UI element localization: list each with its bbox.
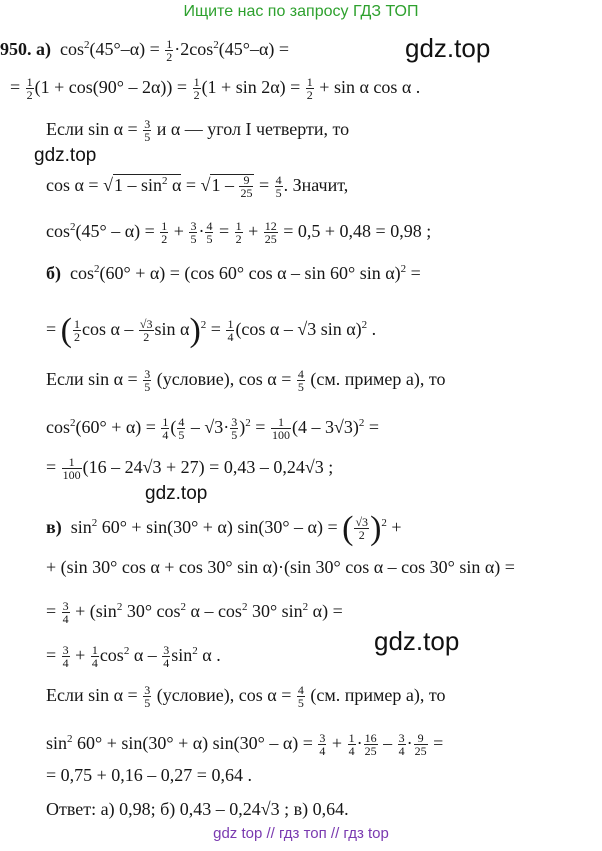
- solution-line-14: = $\frac{3}{4}$ + $\frac{1}{4}$ $\cos^2 \alpha$ – $\frac{3}{4}$ $\sin^2 \alpha$ .: [46, 643, 221, 671]
- solution-line-12: + (sin 30° cos α + cos 30° sin α)·(sin 30° cos α – cos 30° sin α) =: [46, 557, 515, 577]
- top-banner: Ищите нас по запросу ГДЗ ТОП: [183, 3, 419, 20]
- solution-line-17: = 0,75 + 0,16 – 0,27 = 0,64 .: [46, 765, 252, 785]
- solution-line-8: Если sin α = $\frac{3}{5}$ (условие), cos α = $\frac{4}{5}$ (см. пример а), то: [46, 367, 446, 395]
- part-a-label: а): [36, 39, 51, 59]
- solution-line-7: = ( $\frac{1}{2}$ cos α – $\frac{√3}{2}$ sin α)$^2$ = $\frac{1}{4}$ (cos α – √3 sin α)$^2$ .: [46, 311, 377, 349]
- solution-line-1: 950. а) $\cos^2(45^\circ-\alpha)$ = $\frac{1}{2}$ $\cdot 2\cos^2(45^\circ-\alpha)$ =: [0, 37, 290, 65]
- solution-line-13: = $\frac{3}{4}$ + ($\sin^2$ 30° $\cos^2 \alpha - \cos^2 30^\circ$ $\sin^2 \alpha$) =: [46, 599, 343, 627]
- solution-line-10: = $\frac{1}{100}$ (16 – 24√3 + 27) = 0,43 – 0,24√3 ;: [46, 455, 334, 483]
- part-b-label: б): [46, 263, 61, 283]
- solution-line-4: $\cos \alpha = √1 - \sin^2 \alpha = √1$ – $\frac{9}{25}$ = $\frac{4}{5}$ . Значит,: [46, 173, 349, 201]
- solution-line-9: $\cos^2(60^\circ + \alpha)$ = $\frac{1}{4}$ ( $\frac{4}{5}$ – √3· $\frac{3}{5}$ )$^2$ = $\frac{1}{100}$ (4 – 3√3)$^2$ =: [46, 415, 379, 443]
- solution-line-3: Если sin α = $\frac{3}{5}$ и α — угол I четверти, то: [46, 117, 350, 145]
- watermark-2: gdz.top: [34, 145, 97, 166]
- solution-line-2: = $\frac{1}{2}$ (1 + cos(90° – 2α)) = $\frac{1}{2}$ (1 + sin 2α) = $\frac{1}{2}$ + sin α cos α .: [10, 75, 421, 103]
- solution-line-11: в) $\sin^2 60^\circ + \sin(30^\circ + \alpha)$ sin(30° – α) = ( $\frac{√3}{2}$ )$^2$ +: [46, 509, 402, 547]
- watermark-1: gdz.top: [405, 33, 491, 63]
- part-v-label: в): [46, 517, 62, 537]
- solution-line-6: б) $\cos^2(60^\circ + \alpha) = (\cos$ 60° cos α – sin 60° sin α)$^2$ =: [46, 263, 421, 283]
- solution-line-16: $\sin^2 60^\circ + \sin(30^\circ + \alpha)$ sin(30° – α) = $\frac{3}{4}$ + $\frac{1}{4}$ · $\frac{16}{25}$ – $\frac{3}{4}$ · $\frac{9}{25}$ =: [46, 731, 444, 759]
- solution-line-15: Если sin α = $\frac{3}{5}$ (условие), cos α = $\frac{4}{5}$ (см. пример а), то: [46, 683, 446, 711]
- watermark-3: gdz.top: [145, 483, 208, 504]
- watermark-4: gdz.top: [374, 626, 460, 656]
- problem-number: 950.: [0, 39, 32, 59]
- footer-watermark: gdz top // гдз топ // гдз top: [213, 825, 389, 842]
- answer-line: Ответ: а) 0,98; б) 0,43 – 0,24√3 ; в) 0,64.: [46, 799, 349, 819]
- solution-line-5: $\cos^2(45^\circ - \alpha)$ = $\frac{1}{2}$ + $\frac{3}{5}$ · $\frac{4}{5}$ = $\frac{1}{2}$ + $\frac{12}{25}$ = 0,5 + 0,48 = 0,98 ;: [46, 219, 432, 247]
